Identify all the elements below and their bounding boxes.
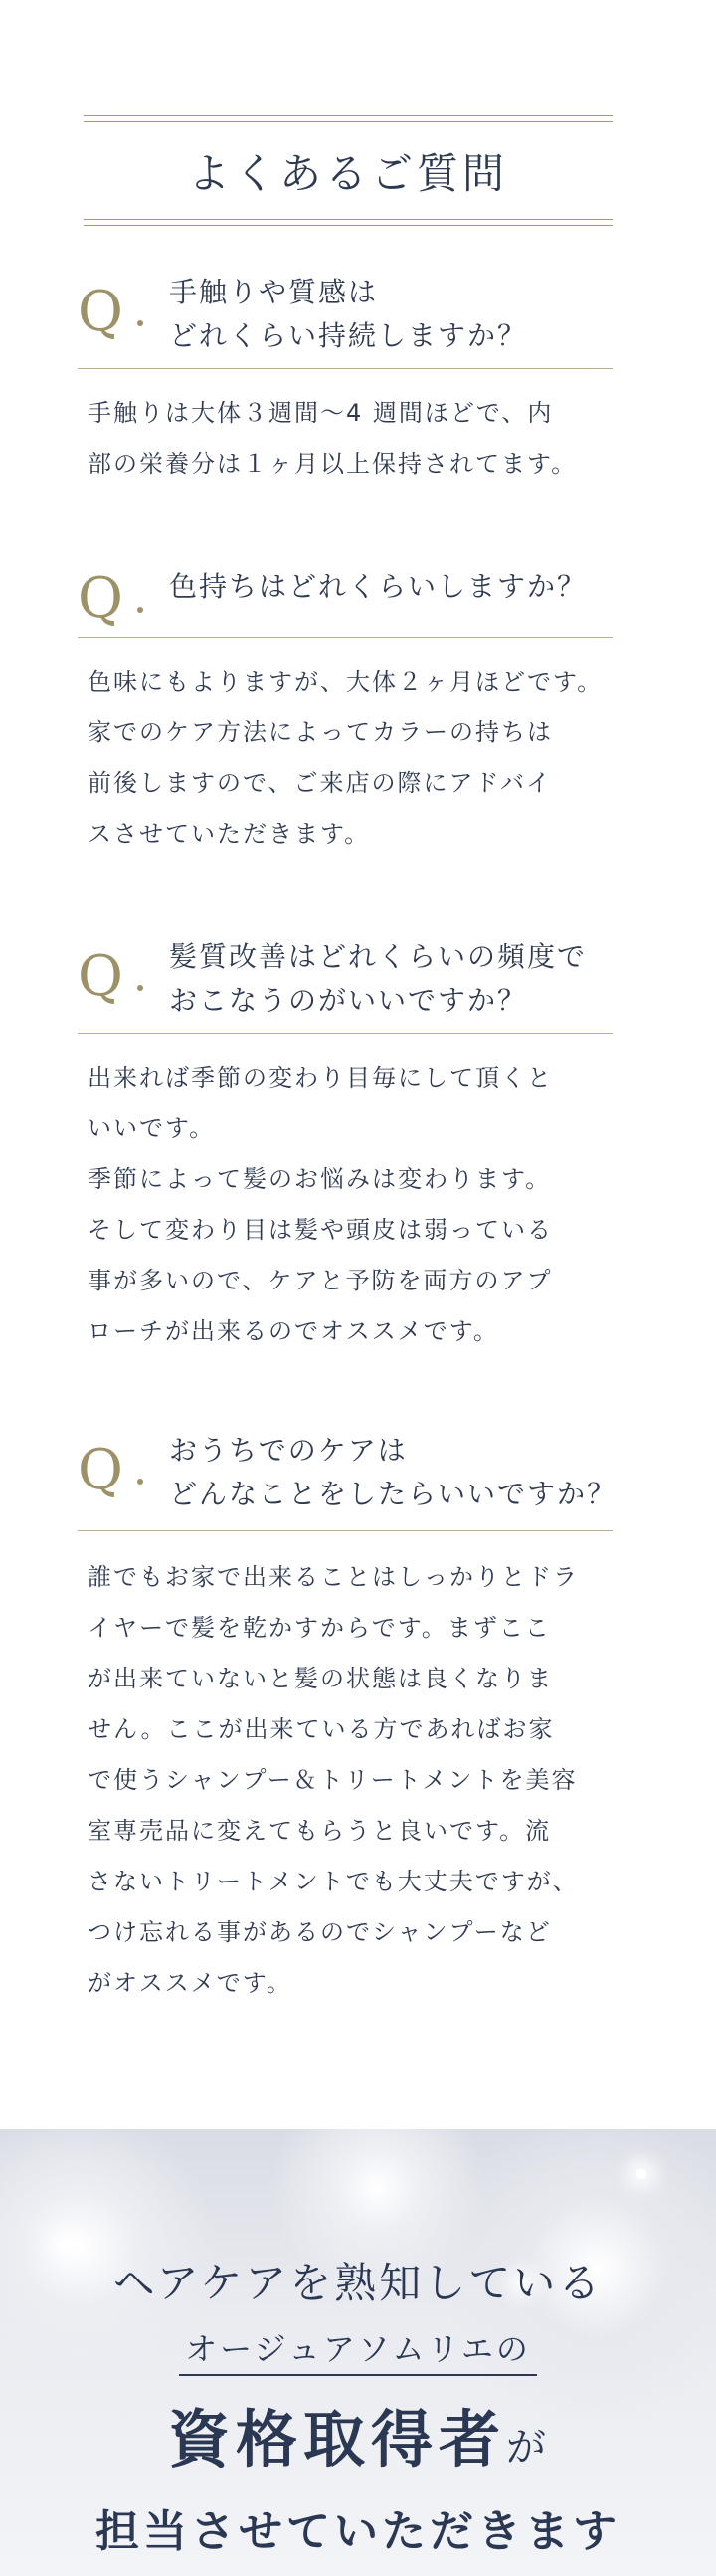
hero-underlined-text: オージュアソムリエの bbox=[179, 2330, 537, 2376]
faq-title-frame bbox=[84, 115, 613, 227]
title-rule-bottom-inner bbox=[84, 219, 613, 220]
question-row bbox=[78, 271, 615, 370]
faq-item-1 bbox=[78, 271, 615, 478]
question-text: 髪質改善はどれくらいの頻度で おこなうのがいいですか？ bbox=[169, 940, 588, 1017]
title-rule-top-inner bbox=[84, 121, 613, 122]
hero-emphasis-text: 資格取得者 bbox=[167, 2403, 506, 2476]
q-mark-icon: Q bbox=[78, 280, 123, 344]
q-dot-icon bbox=[137, 320, 143, 326]
q-mark-icon: Q bbox=[78, 566, 123, 631]
hero-heading-line3 bbox=[0, 2390, 716, 2478]
title-rule-bottom bbox=[84, 225, 613, 226]
title-rule-top bbox=[84, 115, 613, 116]
question-row bbox=[78, 557, 615, 657]
question-rule bbox=[78, 1530, 613, 1531]
hero-particle-text: が bbox=[506, 2425, 548, 2471]
hero-heading-line1: ヘアケアを熟知している bbox=[112, 2259, 604, 2307]
sparkle-icon bbox=[636, 2169, 646, 2179]
faq-item-3 bbox=[78, 935, 615, 1345]
question-row bbox=[78, 1429, 618, 1528]
question-text: 色持ちはどれくらいしますか？ bbox=[169, 570, 588, 603]
faq-title: よくあるご質問 bbox=[187, 149, 508, 198]
question-row bbox=[78, 935, 615, 1035]
question-rule bbox=[78, 1033, 613, 1034]
q-mark-icon: Q bbox=[78, 944, 123, 1009]
faq-item-2 bbox=[78, 557, 615, 848]
q-dot-icon bbox=[137, 985, 143, 991]
sommelier-hero bbox=[0, 2129, 716, 2576]
answer-text: 手触りは大体３週間〜4 週間ほどで、内 部の栄養分は１ヶ月以上保持されてます。 bbox=[88, 399, 578, 478]
answer-text: 出来れば季節の変わり目毎にして頂くと いいです。 季節によって髪のお悩みは変わります。 そして変わり目は髪や頭皮は弱っている 事が多いので、ケアと予防を両方のアプ ローチが出来るのでオススメです。 bbox=[88, 1064, 553, 1345]
answer-text: 色味にもよりますが、大体２ヶ月ほどです。 家でのケア方法によってカラーの持ちは 前後しますので、ご来店の際にアドバイ スさせていただきます。 bbox=[88, 668, 604, 848]
faq-item-4 bbox=[78, 1429, 618, 1997]
question-text: 手触りや質感は どれくらい持続しますか？ bbox=[169, 276, 528, 352]
answer-text: 誰でもお家で出来ることはしっかりとドラ イヤーで髪を乾かすからです。まずここ が出来ていないと髪の状態は良くなりま せん。ここが出来ている方であればお家 で使うシャンプー＆トリートメントを美容 室専売品に変えてもらうと良いです。流 さないトリートメントでも大丈夫ですが、 つけ忘れる事があるのでシャンプーなど がオススメです。 bbox=[88, 1563, 579, 1997]
question-rule bbox=[78, 637, 613, 638]
q-mark-icon: Q bbox=[78, 1438, 123, 1502]
question-rule bbox=[78, 368, 613, 369]
hero-heading-line2 bbox=[0, 2324, 716, 2370]
sparkle-icon bbox=[60, 2239, 70, 2249]
q-dot-icon bbox=[137, 607, 143, 613]
question-text: おうちでのケアは どんなことをしたらいいですか？ bbox=[169, 1434, 618, 1510]
q-dot-icon bbox=[137, 1479, 143, 1485]
hero-heading-line4: 担当させていただきます bbox=[95, 2506, 621, 2557]
